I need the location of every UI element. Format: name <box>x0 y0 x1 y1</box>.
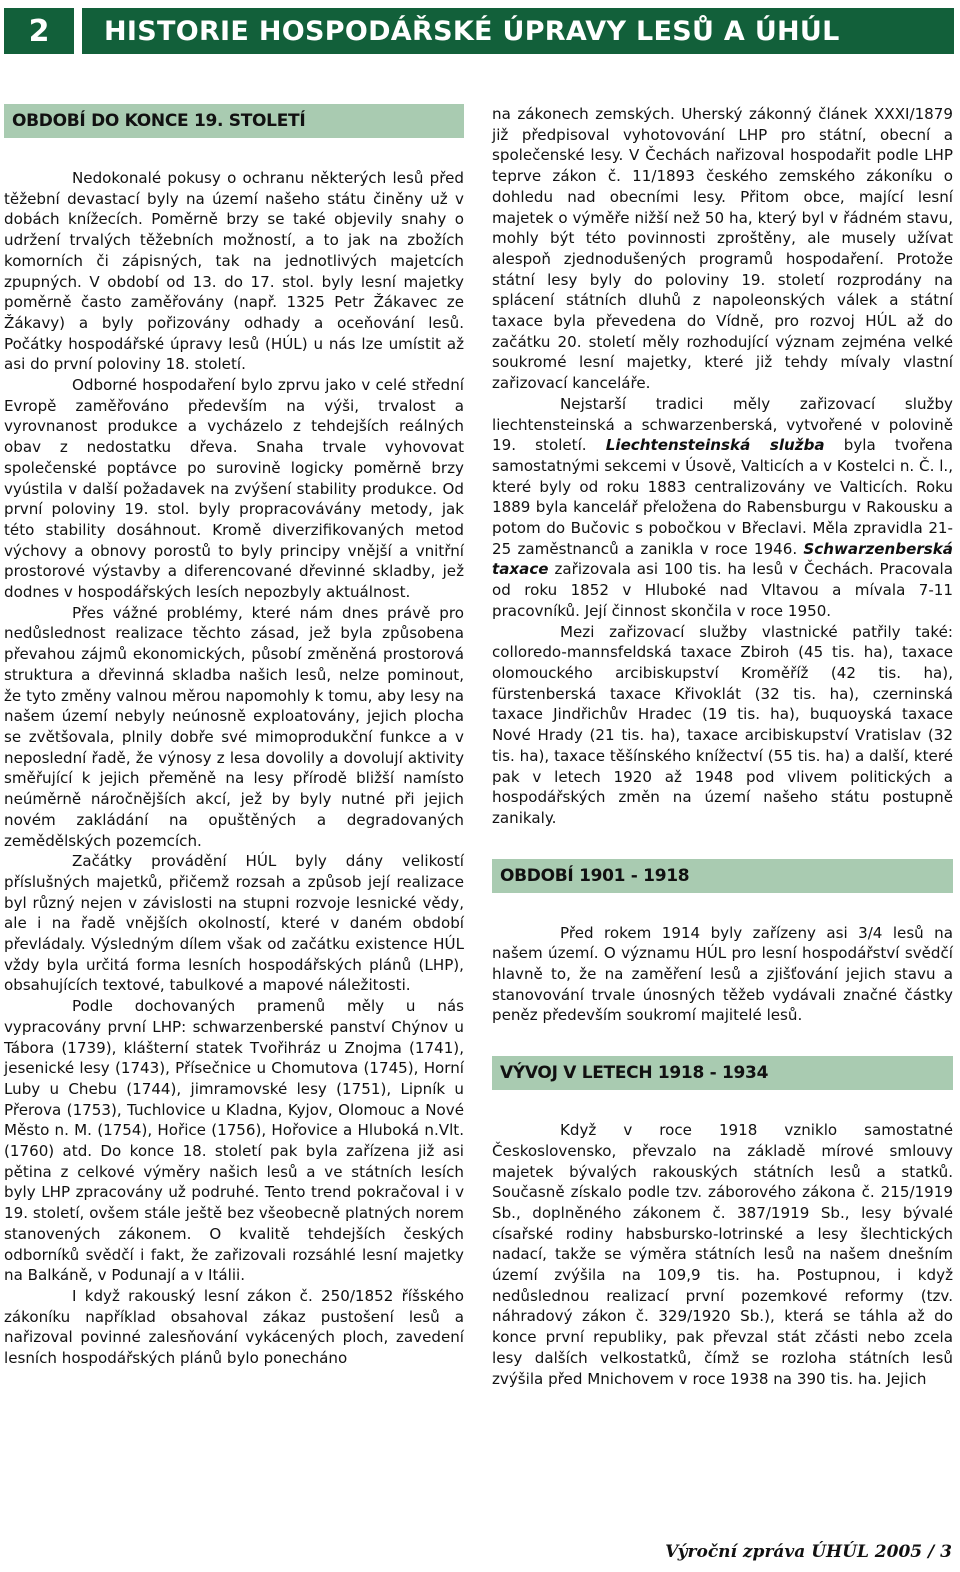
emphasis-schwarzenberg: Schwarzenberská taxace <box>492 539 953 579</box>
right-column <box>492 104 953 1389</box>
paragraph: Odborné hospodaření bylo zprvu jako v celé střední Evropě zaměřováno především na výši, trvalost a vyrovnanost produkce a vycházelo z tehdejších reálných obav z nedostatku dřeva. Snaha trvale vyhovovat společenské poptávce po surovině logicky poměrně brzy vyústila v další požadavek na zvýšení stability produkce. Od první poloviny 19. stol. byly propracovávány metody, jak této stability dosáhnout. Kromě diverzifikovaných metod výchovy a obnovy porostů to byly principy vnější a vnitřní prostorové výstavby a diferencované dřevinné skladby, jež dodnes v hospodářských lesích nepozbyly aktuálnost. <box>4 376 464 602</box>
paragraph: Mezi zařizovací služby vlastnické patřily také: colloredo-mannsfeldská taxace Zbiroh (45 tis. ha), taxace olomouckého arcibiskupství Kroměříž (42 tis. ha), fürstenberská taxace Křivoklát (32 tis. ha), czerninská taxace Jindřichův Hradec (19 tis. ha), buquoyská taxace Nové Hrady (21 tis. ha), taxace arcibiskupství Vratislav (32 tis. ha), taxace těšínského knížectví (55 tis. ha) a další, které pak v letech 1920 až 1948 pod vlivem politických a hospodářských změn na území našeho státu postupně zanikaly. <box>492 622 953 827</box>
text: zařizovala asi 100 tis. ha lesů v Čechách. Pracovala od roku 1852 v Hluboké nad Vltavou a mívala 7-11 pracovníků. Její činnost skončila v roce 1950. <box>492 560 953 620</box>
paragraph: Podle dochovaných pramenů měly u nás vypracovány první LHP: schwarzenberské panství Chýnov u Tábora (1739), klášterní statek Tvořihráz u Znojma (1741), jesenické lesy (1743), Přísečnice u Chomutova (1745), Horní Luby u Chebu (1744), jimramovské lesy (1751), Lipník u Přerova (1753), Tuchlovice u Kladna, Kyjov, Olomouc a Nové Město n. M. (1754), Hořice (1756), Hořovice a Hluboká n.Vlt. (1760) atd. Do konce 18. století pak byla zařízena již asi pětina z celkové výměry našich lesů a ve státních lesích byly LHP zpracovány už podruhé. Tento trend pokračoval i v 19. století, ovšem stále ještě bez všeobecně platných norem stanovených zákonem. O kvalitě tehdejších českých odborníků svědčí i fakt, že zařizovali rozsáhlé lesní majetky na Balkáně, v Podunají a v Itálii. <box>4 997 464 1285</box>
paragraph-survey-services <box>492 394 953 622</box>
paragraph: Začátky provádění HÚL byly dány velikostí příslušných majetků, přičemž rozsah a způsob její realizace byl různý nejen v závislosti na stupni rozvoje lesnické vědy, ale i na řadě vnějších okolností, které v daném období převládaly. Výsledným dílem však od začátku existence HÚL vždy byla určitá forma lesních hospodářských plánů (LHP), obsahujících textové, tabulkové a mapové náležitosti. <box>4 852 464 995</box>
text: Nejstarší tradici měly zařizovací služby liechtensteinská a schwarzenberská, vytvořené v polovině 19. století. <box>492 394 953 455</box>
paragraph: Přes vážné problémy, které nám dnes právě pro nedůslednost realizace těchto zásad, jež byla způsobena převahou zájmů ekonomických, působí změněná prostorová struktura a dřevinná skladba našich lesů, nelze pominout, že tyto změny valnou měrou napomohly k tomu, aby lesy na našem území nebyly neúnosně exploatovány, jejich plocha se zvětšovala, plnily dobře své mimoprodukční funkce a v neposlední řadě, že výnosy z lesa dovolily a dovolují aktivity směřující k jejich přeměně na lesy přírodě bližší namísto neúměrně náročnějších akcí, jež by byly nutné při jejich novém zakládání na opuštěných a degradovaných zemědělských pozemcích. <box>4 603 464 850</box>
paragraph: na zákonech zemských. Uherský zákonný článek XXXI/1879 již předpisoval vyhotovování LHP pro státní, obecní a společenské lesy. V Čechách nařizoval hospodařit podle LHP teprve zákon č. 11/1893 českého zemského zákoníku o dohledu nad obecními lesy. Přitom obce, mající lesní majetek o výměře nižší než 50 ha, který byl v řádném stavu, mohly být této povinnosti zproštěny, ale musely užívat alespoň zjednodušených programů hospodaření. Protože státní lesy byly do poloviny 19. století rozprodány na splácení státních dluhů z napoleonských válek a státní taxace byla převedena do Vídně, pro rozvoj HÚL až do začátku 20. století měly rozhodující význam zejména velké soukromé lesní majetky, které již tehdy mívaly vlastní zařizovací kanceláře. <box>492 105 953 393</box>
section-header-1918-1934: VÝVOJ V LETECH 1918 - 1934 <box>492 1056 953 1090</box>
chapter-heading-bar <box>4 8 954 54</box>
chapter-title: HISTORIE HOSPODÁŘSKÉ ÚPRAVY LESŮ A ÚHÚL <box>82 8 954 54</box>
paragraph: Nedokonalé pokusy o ochranu některých lesů před těžební devastací byly na území našeho státu činěny už v dobách knížecích. Poměrně brzy se také objevily snahy o udržení trvalých těžebních možností, a to jak na zbožích komorních či zápisných, tak na jednotlivých majetcích zpupných. V období od 13. do 17. stol. byly lesní majetky poměrně často zaměřovány (např. 1325 Petr Žákavec ze Žákavy) a byly pořizovány odhady a oceňování lesů. Počátky hospodářské úpravy lesů (HÚL) u nás lze umístit až asi do první poloviny 18. století. <box>4 169 464 374</box>
section-header-until-19th-century: OBDOBÍ DO KONCE 19. STOLETÍ <box>4 104 464 138</box>
page-footer: Výroční zpráva ÚHÚL 2005 / 3 <box>665 1542 952 1562</box>
paragraph: Když v roce 1918 vzniklo samostatné Československo, převzalo na základě mírové smlouvy majetek bývalých rakouských státních lesů a statků. Současně získalo podle tzv. záborového zákona č. 215/1919 Sb., doplněného zákonem č. 387/1919 Sb., lesy bývalé císařské rodiny habsbursko-lotrinské a lesy šlechtických nadací, takže se výměra státních lesů na našem dnešním území zvýšila na 109,9 tis. ha. Postupnou, i když nedůslednou realizací první pozemkové reformy (tzv. náhradový zákon č. 329/1920 Sb.), která se táhla až do konce první republiky, pak převzal stát zčásti nebo zcela lesy dalších velkostatků, čímž se rozloha státních lesů zvýšila před Mnichovem v roce 1938 na 390 tis. ha. Jejich <box>492 1121 953 1388</box>
paragraph: I když rakouský lesní zákon č. 250/1852 říšského zákoníku například obsahoval zákaz pustošení lesů a nařizoval povinné zalesňování vykácených ploch, zavedení lesních hospodářských plánů bylo ponecháno <box>4 1286 464 1368</box>
emphasis-liechtenstein: Liechtensteinská služba <box>605 436 825 455</box>
section-header-1901-1918: OBDOBÍ 1901 - 1918 <box>492 859 953 893</box>
chapter-number: 2 <box>4 8 74 54</box>
paragraph: Před rokem 1914 byly zařízeny asi 3/4 lesů na našem území. O významu HÚL pro lesní hospodářství svědčí hlavně to, že na zaměření lesů a zjišťování jejich stavu a stanovování trvale únosných těžeb vydávali značné částky peněz především soukromí majitelé lesů. <box>492 923 953 1025</box>
left-column <box>4 104 464 1369</box>
text: byla tvořena samostatnými sekcemi v Úsově, Valticích a v Kostelci n. Č. l., které byly od roku 1883 centralizovány ve Valticích. Roku 1889 byla kancelář přeložena do Rabensburgu v Rakousku a potom do Bučovic s pobočkou v Břeclavi. Měla zpravidla 21-25 zaměstnanců a zanikla v roce 1946. <box>492 436 953 558</box>
